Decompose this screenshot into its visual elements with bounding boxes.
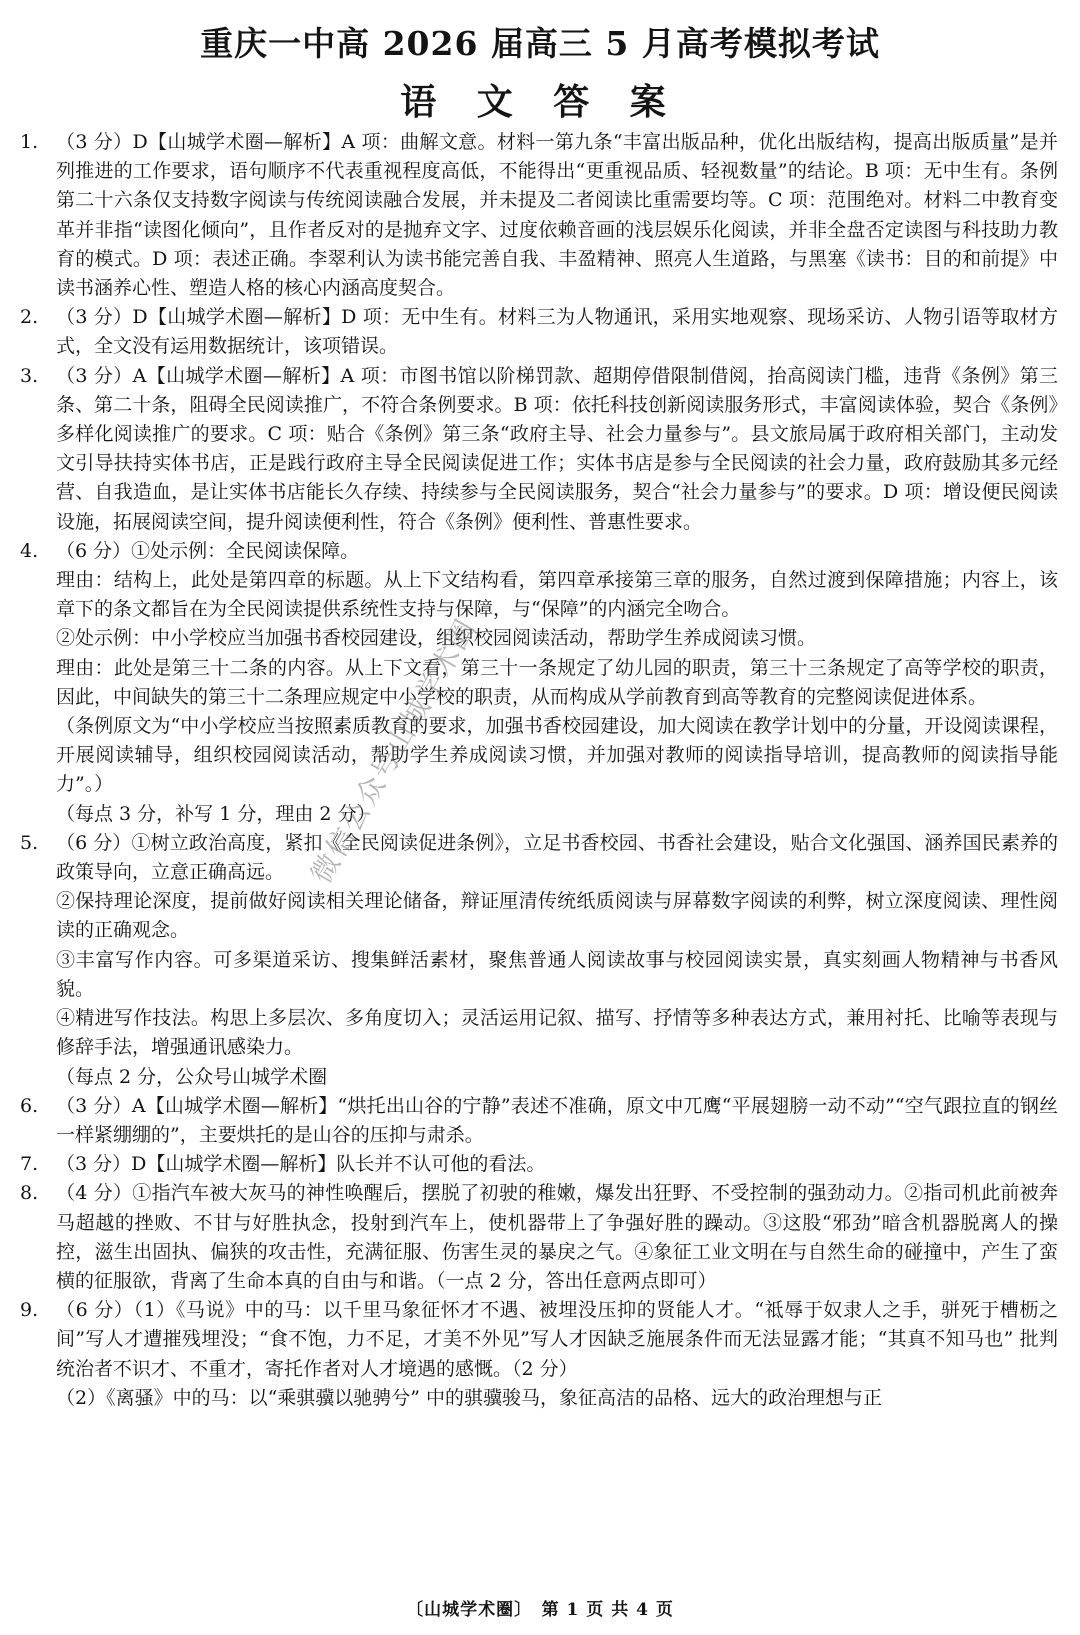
answer-item	[20, 1296, 1060, 1413]
answer-item	[20, 128, 1060, 303]
answer-number: 9.	[20, 1299, 39, 1322]
answer-item	[20, 537, 1060, 829]
answer-body	[56, 1296, 1058, 1413]
answer-paragraph: （3 分）D【山城学术圈—解析】队长并不认可他的看法。	[56, 1153, 546, 1176]
answer-body	[56, 362, 1058, 537]
answer-item	[20, 303, 1060, 361]
answer-paragraph: （6 分）①处示例：全民阅读保障。	[56, 539, 360, 562]
answer-number: 4.	[20, 539, 39, 562]
answer-paragraph: ②处示例：中小学校应当加强书香校园建设，组织校园阅读活动，帮助学生养成阅读习惯。	[56, 627, 817, 650]
answer-number: 3.	[20, 364, 39, 387]
answer-body	[56, 1179, 1058, 1296]
answer-item	[20, 1150, 1060, 1179]
answer-paragraph: （6 分）①树立政治高度，紧扣《全民阅读促进条例》，立足书香校园、书香社会建设，贴合文化强国、涵养国民素养的政策导向，立意正确高远。	[56, 831, 1058, 884]
watermark: 微信公众号山城学术圈	[304, 612, 483, 889]
answer-paragraph: （3 分）A【山城学术圈—解析】“烘托出山谷的宁静”表述不准确，原文中兀鹰“平展翅膀一动不动”“空气跟拉直的钢丝一样紧绷绷的”，主要烘托的是山谷的压抑与肃杀。	[56, 1094, 1058, 1146]
answer-number: 6.	[20, 1094, 39, 1117]
answer-body	[56, 1092, 1058, 1150]
answer-paragraph: 理由：此处是第三十二条的内容。从上下文看，第三十一条规定了幼儿园的职责，第三十三条规定了高等学校的职责，因此，中间缺失的第三十二条理应规定中小学校的职责，从而构成从学前教育到高等教育的完整阅读促进体系。	[56, 656, 1058, 708]
answer-item	[20, 1092, 1060, 1150]
answer-paragraph: ④精进写作技法。构思上多层次、多角度切入；灵活运用记叙、描写、抒情等多种表达方式，兼用衬托、比喻等表现与修辞手法，增强通讯感染力。	[56, 1007, 1058, 1059]
answer-paragraph: （条例原文为“中小学校应当按照素质教育的要求，加强书香校园建设，加大阅读在教学计划中的分量，开设阅读课程，开展阅读辅导，组织校园阅读活动，帮助学生养成阅读习惯，并加强对教师的阅读指导培训，提高教师的阅读指导能力”。）	[56, 715, 1058, 796]
page-title: 重庆一中高 2026 届高三 5 月高考模拟考试	[200, 24, 880, 63]
answer-item	[20, 829, 1060, 1092]
answer-body	[56, 537, 1058, 829]
answer-number: 5.	[20, 831, 39, 854]
answer-paragraph: （4 分）①指汽车被大灰马的神性唤醒后，摆脱了初驶的稚嫩，爆发出狂野、不受控制的强劲动力。②指司机此前被奔马超越的挫败、不甘与好胜执念，投射到汽车上，使机器带上了争强好胜的躁动。③这股“邪劲”暗含机器脱离人的操控，滋生出固执、偏狭的攻击性，充满征服、伤害生灵的暴戾之气。④象征工业文明在与自然生命的碰撞中，产生了蛮横的征服欲，背离了生命本真的自由与和谐。（一点 2 分，答出任意两点即可）	[56, 1182, 1058, 1292]
answer-body	[56, 829, 1058, 1092]
answer-body	[56, 1150, 1058, 1179]
answer-paragraph: ③丰富写作内容。可多渠道采访、搜集鲜活素材，聚焦普通人阅读故事与校园阅读实景，真实刻画人物精神与书香风貌。	[56, 948, 1058, 1000]
answer-paragraph: （3 分）A【山城学术圈—解析】A 项：市图书馆以阶梯罚款、超期停借限制借阅，抬高阅读门槛，违背《条例》第三条、第二十条，阻碍全民阅读推广，不符合条例要求。B 项：依托科技创新阅读服务形式，丰富阅读体验，契合《条例》多样化阅读推广的要求。C 项：贴合《条例》第三条“政府主导、社会力量参与”。县文旅局属于政府相关部门，主动发文引导扶持实体书店，正是践行政府主导全民阅读促进工作；实体书店是参与全民阅读的社会力量，政府鼓励其多元经营、自我造血，是让实体书店能长久存续、持续参与全民阅读服务，契合“社会力量参与”的要求。D 项：增设便民阅读设施，拓展阅读空间，提升阅读便利性，符合《条例》便利性、普惠性要求。	[56, 364, 1058, 533]
answer-item	[20, 362, 1060, 537]
answer-paragraph: ②保持理论深度，提前做好阅读相关理论储备，辩证厘清传统纸质阅读与屏幕数字阅读的利弊，树立深度阅读、理性阅读的正确观念。	[56, 890, 1058, 942]
answer-paragraph: （每点 3 分，补写 1 分，理由 2 分）	[56, 802, 376, 825]
answer-body	[56, 303, 1058, 361]
answer-paragraph: （6 分）（1）《马说》中的马：以千里马象征怀才不遇、被埋没压抑的贤能人才。“祗辱于奴隶人之手，骈死于槽枥之间”写人才遭摧残埋没；“食不饱，力不足，才美不外见”写人才因缺乏施展条件而无法显露才能；“其真不知马也” 批判统治者不识才、不重才，寄托作者对人才境遇的感慨。（2 分）	[56, 1299, 1058, 1380]
answer-item	[20, 1179, 1060, 1296]
answer-paragraph: （每点 2 分，公众号山城学术圈	[56, 1065, 328, 1088]
answer-number: 8.	[20, 1182, 39, 1205]
answer-paragraph: （2）《离骚》中的马：以“乘骐骥以驰骋兮” 中的骐骥骏马，象征高洁的品格、远大的政治理想与正	[56, 1386, 883, 1409]
answer-paragraph: （3 分）D【山城学术圈—解析】D 项：无中生有。材料三为人物通讯，采用实地观察、现场采访、人物引语等取材方式，全文没有运用数据统计，该项错误。	[56, 306, 1058, 358]
answer-paragraph: （3 分）D【山城学术圈—解析】A 项：曲解文意。材料一第九条“丰富出版品种，优化出版结构，提高出版质量”是并列推进的工作要求，语句顺序不代表重视程度高低，不能得出“更重视品质、轻视数量”的结论。B 项：无中生有。条例第二十六条仅支持数字阅读与传统阅读融合发展，并未提及二者阅读比重需要均等。C 项：范围绝对。材料二中教育变革并非指“读图化倾向”，且作者反对的是抛弃文字、过度依赖音画的浅层娱乐化阅读，并非全盘否定读图与科技助力教育的模式。D 项：表述正确。李翠利认为读书能完善自我、丰盈精神、照亮人生道路，与黑塞《读书：目的和前提》中读书涵养心性、塑造人格的核心内涵高度契合。	[56, 131, 1058, 300]
answer-list	[20, 128, 1060, 1413]
answer-paragraph: 理由：结构上，此处是第四章的标题。从上下文结构看，第四章承接第三章的服务，自然过渡到保障措施；内容上，该章下的条文都旨在为全民阅读提供系统性支持与保障，与“保障”的内涵完全吻合。	[56, 569, 1058, 621]
answer-body	[56, 128, 1058, 303]
page-footer: 〔山城学术圈〕 第 1 页 共 4 页	[406, 1600, 674, 1620]
page-subtitle: 语 文 答 案	[400, 81, 680, 123]
answer-number: 1.	[20, 131, 39, 153]
answer-number: 2.	[20, 306, 39, 329]
answer-number: 7.	[20, 1153, 39, 1176]
